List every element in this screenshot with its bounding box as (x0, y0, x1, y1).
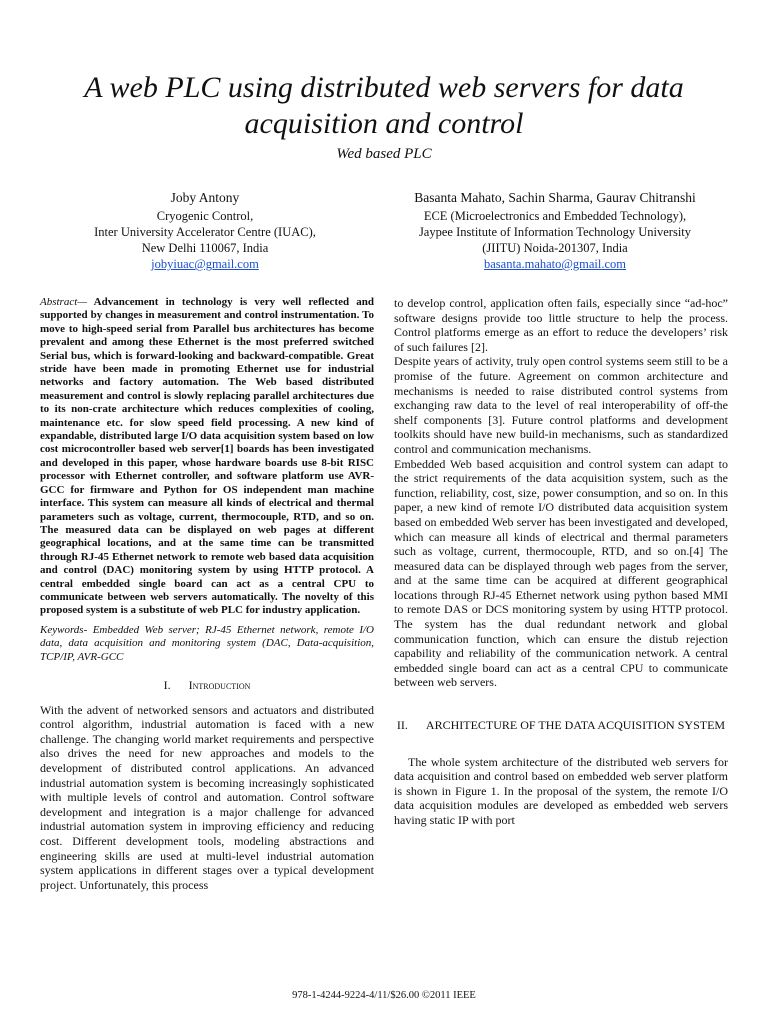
keywords: Keywords- Embedded Web server; RJ-45 Ethernet network, remote I/O data, data acquisition and monitoring system (DAC, Data-acquisition, TCP/IP, AVR-GCC (40, 623, 374, 663)
body-paragraph: Despite years of activity, truly open control systems seem still to be a promise of the future. Agreement on common architecture and mechanisms is needed to raise distributed control systems from exchanging raw data to the level of real interoperability of off-the shelf components [3]. Future control platforms and development toolkits should have new build-in mechanisms, such as standardized control and communication mechanisms. (394, 354, 728, 456)
abstract-text: Advancement in technology is very well reflected and supported by changes in measurement and control instrumentation. To move to high-speed serial from Parallel bus architectures has become prevalent and among these Ethernet is the most preferred switched Serial bus, which is forward-looking and backward-compatible. Great stride have been made in promoting Ethernet use for industrial networks and factory automation. The Web based distributed measurement and control is slowly replacing parallel architectures due to its non-crate architecture which reduces complexities of cooling, maintenance etc. for slow speed field processing. A new kind of expandable, distributed large I/O data acquisition system based on low cost microcontroller based web server[1] boards has been investigated and developed in this paper, whose hardware boards use 8-bit RISC processor with Ethernet controller, and software platform use AVR-GCC for firmware and Python for OS independent man machine interface. This system can measure all kinds of electrical and thermal parameters such as voltage, current, thermocouple, RTD, and so on. The measured data can be displayed on web pages at different geographical locations, and at the same time can be transmitted through RJ-45 Ethernet network to remote web based data acquisition and control (DAC) monitoring system by using HTTP protocol. A central embedded single board can act as a central CPU to communicate between web servers automatically. The novelty of this proposed system is a substitute of web PLC for industry application. (40, 296, 374, 617)
copyright-footer: 978-1-4244-9224-4/11/$26.00 ©2011 IEEE (292, 990, 476, 1001)
paper-title: A web PLC using distributed web servers for data acquisition and control (84, 71, 684, 140)
author-affiliation-line: (JIITU) Noida-201307, India (482, 241, 628, 255)
section-heading-introduction (40, 678, 374, 693)
author-name: Joby Antony (170, 190, 240, 205)
section-title: Introduction (188, 677, 251, 692)
author-affiliation-line: Cryogenic Control, (156, 209, 254, 223)
abstract-lead: Abstract— (40, 296, 88, 308)
author-affiliation-line: ECE (Microelectronics and Embedded Technology), (423, 209, 687, 223)
right-column (394, 296, 728, 828)
author-block-1 (60, 188, 350, 272)
author-name: Basanta Mahato, Sachin Sharma, Gaurav Chitranshi (414, 190, 696, 205)
section-heading-architecture (394, 718, 728, 733)
author-affiliation-line: Inter University Accelerator Centre (IUAC), (94, 225, 316, 239)
author-affiliation-line: Jaypee Institute of Information Technology University (418, 225, 692, 239)
author-email-link[interactable]: jobyiuac@gmail.com (151, 257, 259, 271)
paper-subtitle: Wed based PLC (336, 146, 432, 162)
section-number: I. (163, 677, 171, 692)
architecture-paragraph: The whole system architecture of the distributed web servers for data acquisition and control based on embedded web server platform is shown in Figure 1. In the proposal of the system, the remote I/O data acquisition modules are developed as embedded web servers having static IP with port (394, 754, 728, 827)
body-paragraph: Embedded Web based acquisition and control system can adapt to the strict requirements of the data acquisition system, such as the function, reliability, cost, size, power consumption, and so on. In this paper, a new kind of remote I/O distributed data acquisition system based on embedded Web server has been investigated and developed, which can measure all kinds of electrical and thermal parameters such as voltage, current, thermocouple, RTD, and so on.[4] The measured data can be displayed through web pages from the server, and at the same time can be acquired at different geographical locations through RJ-45 Ethernet network using python based MMI to remote DAS or DCS monitoring system by using HTTP protocol. The system has the dual redundant network and global communication function, which can ensure the distub rejection capability and reliability of the communication network. A central embedded single board can act as a central CPU to communicate between web servers. (394, 456, 728, 690)
section-number: II. (396, 718, 408, 733)
section-title: ARCHITECTURE OF THE DATA ACQUISITION SYSTEM (425, 718, 726, 733)
left-column (40, 296, 374, 892)
author-email-link[interactable]: basanta.mahato@gmail.com (483, 257, 627, 271)
author-block-2 (375, 188, 735, 272)
body-paragraph: to develop control, application often fails, especially since “ad-hoc” software designs provide too little structure to help the process. Control platforms emerge as an effort to reduce the developers’ risk of such failures [2]. (394, 296, 728, 354)
abstract (40, 296, 374, 618)
introduction-paragraph: With the advent of networked sensors and actuators and distributed control algorithm, industrial automation is faced with a new challenge. The changing world market requirements and perspective also drives the need for new approaches and models to the development of distributed control applications. An advanced industrial automation system is becoming increasingly sophisticated with multiple levels of control and automation. Control software development and integration is a major challenge for advanced industrial automation system in improving efficiency and reducing cost. Different development tools, modeling abstractions and engineering skills are used at multi-level industrial automation system applications in different stages over a typical development project. Unfortunately, this process (40, 702, 374, 892)
author-affiliation-line: New Delhi 110067, India (141, 241, 269, 255)
